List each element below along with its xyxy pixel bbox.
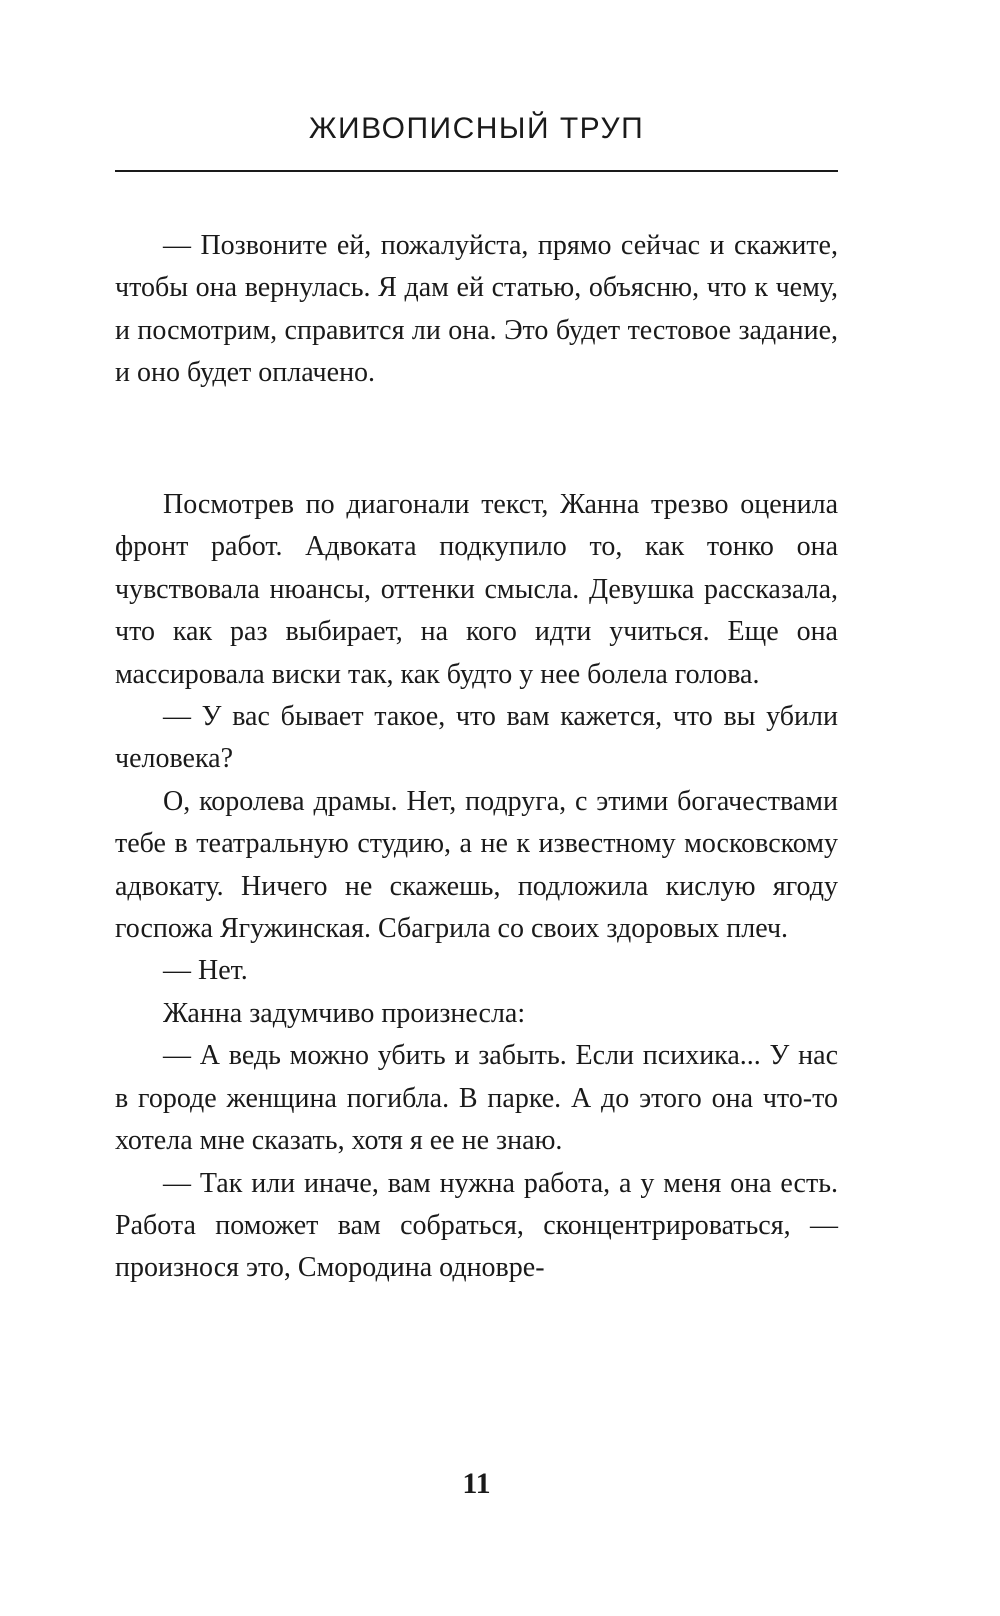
paragraph: — Так или иначе, вам нужна работа, а у меня она есть. Работа поможет вам собраться, сконцентрироваться, — произнося это, Смородина одновре-	[115, 1167, 838, 1284]
text-block-2	[115, 484, 838, 1290]
text-block-1	[115, 225, 838, 395]
paragraph: О, королева драмы. Нет, подруга, с этими богачествами тебе в театральную студию, а не к известному московскому адвокату. Ничего не скажешь, подложила кислую ягоду госпожа Ягужинская. Сбагрила со своих здоровых плеч.	[115, 785, 838, 945]
paragraph: — Позвоните ей, пожалуйста, прямо сейчас и скажите, чтобы она вернулась. Я дам ей статью, объясню, что к чему, и посмотрим, справится ли она. Это будет тестовое задание, и оно будет оплачено.	[115, 230, 838, 389]
paragraph: — А ведь можно убить и забыть. Если психика... У нас в городе женщина погибла. В парке. А до этого она что-то хотела мне сказать, хотя я ее не знаю.	[115, 1040, 838, 1157]
paragraph: Жанна задумчиво произнесла:	[163, 997, 526, 1029]
paragraph: — У вас бывает такое, что вам кажется, что вы убили человека?	[115, 701, 838, 775]
page-number: 11	[462, 1467, 491, 1500]
running-title: ЖИВОПИСНЫЙ ТРУП	[308, 112, 645, 145]
header-rule	[115, 170, 838, 172]
paragraph: — Нет.	[163, 955, 248, 987]
paragraph: Посмотрев по диагонали текст, Жанна трезво оценила фронт работ. Адвоката подкупило то, как тонко она чувствовала нюансы, оттенки смысла. Девушка рассказала, что как раз выбирает, на кого идти учиться. Еще она массировала виски так, как будто у нее болела голова.	[115, 489, 838, 690]
